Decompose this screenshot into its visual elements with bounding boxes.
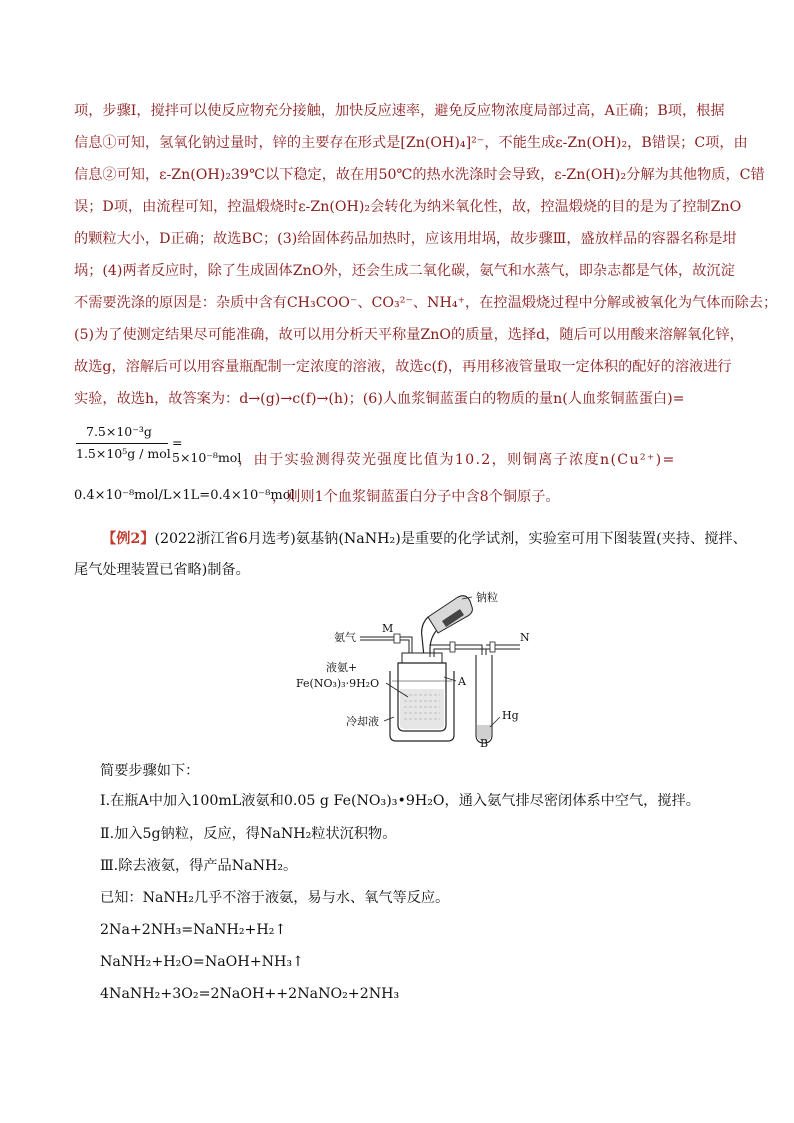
solution-line: ，由于实验测得荧光强度比值为10.2，则铜离子浓度n(Cu²⁺)= xyxy=(238,452,676,468)
solution-line: 项，步骤Ⅰ，搅拌可以使反应物充分接触，加快反应速率，避免反应物浓度局部过高，A正确；B项，根据 xyxy=(74,103,725,119)
solution-line: 信息②可知，ε-Zn(OH)₂39℃以下稳定，故在用50℃的热水洗涤时会导致，ε-Zn(OH)₂分解为其他物质，C错 xyxy=(74,167,765,183)
example-tag: 【例2】 xyxy=(102,531,155,547)
fraction-numerator: 7.5×10⁻³g xyxy=(86,424,152,439)
label-hg: Hg xyxy=(502,709,519,722)
example-text: (2022浙江省6月选考)氨基钠(NaNH₂)是重要的化学试剂，实验室可用下图装置(夹持、搅拌、 xyxy=(154,531,747,547)
label-a: A xyxy=(458,675,466,688)
step-item: Ⅰ.在瓶A中加入100mL液氨和0.05 g Fe(NO₃)₃•9H₂O，通入氨气排尽密闭体系中空气，搅拌。 xyxy=(100,793,700,809)
solution-line: 误；D项，由流程可知，控温煅烧时ε-Zn(OH)₂会转化为纳米氧化性，故，控温煅烧的目的是为了控制ZnO xyxy=(74,199,742,215)
known-heading: 已知：NaNH₂几乎不溶于液氨，易与水、氧气等反应。 xyxy=(100,890,450,906)
label-sodium: 钠粒 xyxy=(476,591,498,604)
solution-line: 实验，故选h，故答案为：d→(g)→c(f)→(h)；(6)人血浆铜蓝蛋白的物质的量n(人血浆铜蓝蛋白)= xyxy=(74,391,685,407)
apparatus-diagram xyxy=(290,585,550,750)
example-text-cont: 尾气处理装置已省略)制备。 xyxy=(74,562,250,578)
step-item: Ⅲ.除去液氨，得产品NaNH₂。 xyxy=(100,858,298,874)
fraction-result: = 5×10⁻⁸mol xyxy=(172,435,242,465)
solution-line: 的颗粒大小，D正确；故选BC；(3)给固体药品加热时，应该用坩埚，故步骤Ⅲ，盛放样品的容器名称是坩 xyxy=(74,231,737,247)
equation: 4NaNH₂+3O₂=2NaOH++2NaNO₂+2NH₃ xyxy=(100,986,400,1002)
label-liquid-ammonia: 液氨+ xyxy=(326,661,358,674)
step-item: Ⅱ.加入5g钠粒，反应，得NaNH₂粒状沉积物。 xyxy=(100,826,397,842)
equation: 2Na+2NH₃=NaNH₂+H₂↑ xyxy=(100,922,287,938)
solution-line: 故选g，溶解后可以用容量瓶配制一定浓度的溶液，故选c(f)，再用移液管量取一定体积的配好的溶液进行 xyxy=(74,359,732,375)
molar-fraction xyxy=(74,424,242,465)
equation: NaNH₂+H₂O=NaOH+NH₃↑ xyxy=(100,954,304,970)
concentration-formula: 0.4×10⁻⁸mol/L×1L=0.4×10⁻⁸mol xyxy=(74,488,295,503)
tube-b-icon xyxy=(476,655,492,743)
steps-heading: 简要步骤如下： xyxy=(100,763,200,779)
fraction-denominator: 1.5×10⁵g / mol xyxy=(76,446,171,461)
label-n: N xyxy=(520,631,530,644)
label-ammonia: 氨气 xyxy=(334,631,356,644)
solution-line: 埚；(4)两者反应时，除了生成固体ZnO外，还会生成二氧化碳，氨气和水蒸气，即杂志都是气体，故沉淀 xyxy=(74,263,735,279)
label-m: M xyxy=(382,622,394,635)
example-intro xyxy=(102,529,747,549)
solution-line: ，则则1个血浆铜蓝蛋白分子中含8个铜原子。 xyxy=(272,489,560,505)
solution-line: 信息①可知，氢氧化钠过量时，锌的主要存在形式是[Zn(OH)₄]²⁻，不能生成ε-Zn(OH)₂，B错误；C项，由 xyxy=(74,135,748,151)
flask-a-icon xyxy=(398,653,446,731)
solution-line: 不需要洗涤的原因是：杂质中含有CH₃COO⁻、CO₃²⁻、NH₄⁺，在控温煅烧过程中分解或被氧化为气体而除去； xyxy=(74,295,778,311)
label-b: B xyxy=(480,737,489,750)
sodium-bottle-icon xyxy=(422,596,473,657)
solution-line: (5)为了使测定结果尽可能准确，故可以用分析天平称量ZnO的质量，选择d，随后可以用酸来溶解氧化锌， xyxy=(74,327,744,343)
label-iron-nitrate: Fe(NO₃)₃·9H₂O xyxy=(296,677,380,690)
fraction-bar xyxy=(76,443,168,444)
label-coolant: 冷却液 xyxy=(346,715,379,728)
